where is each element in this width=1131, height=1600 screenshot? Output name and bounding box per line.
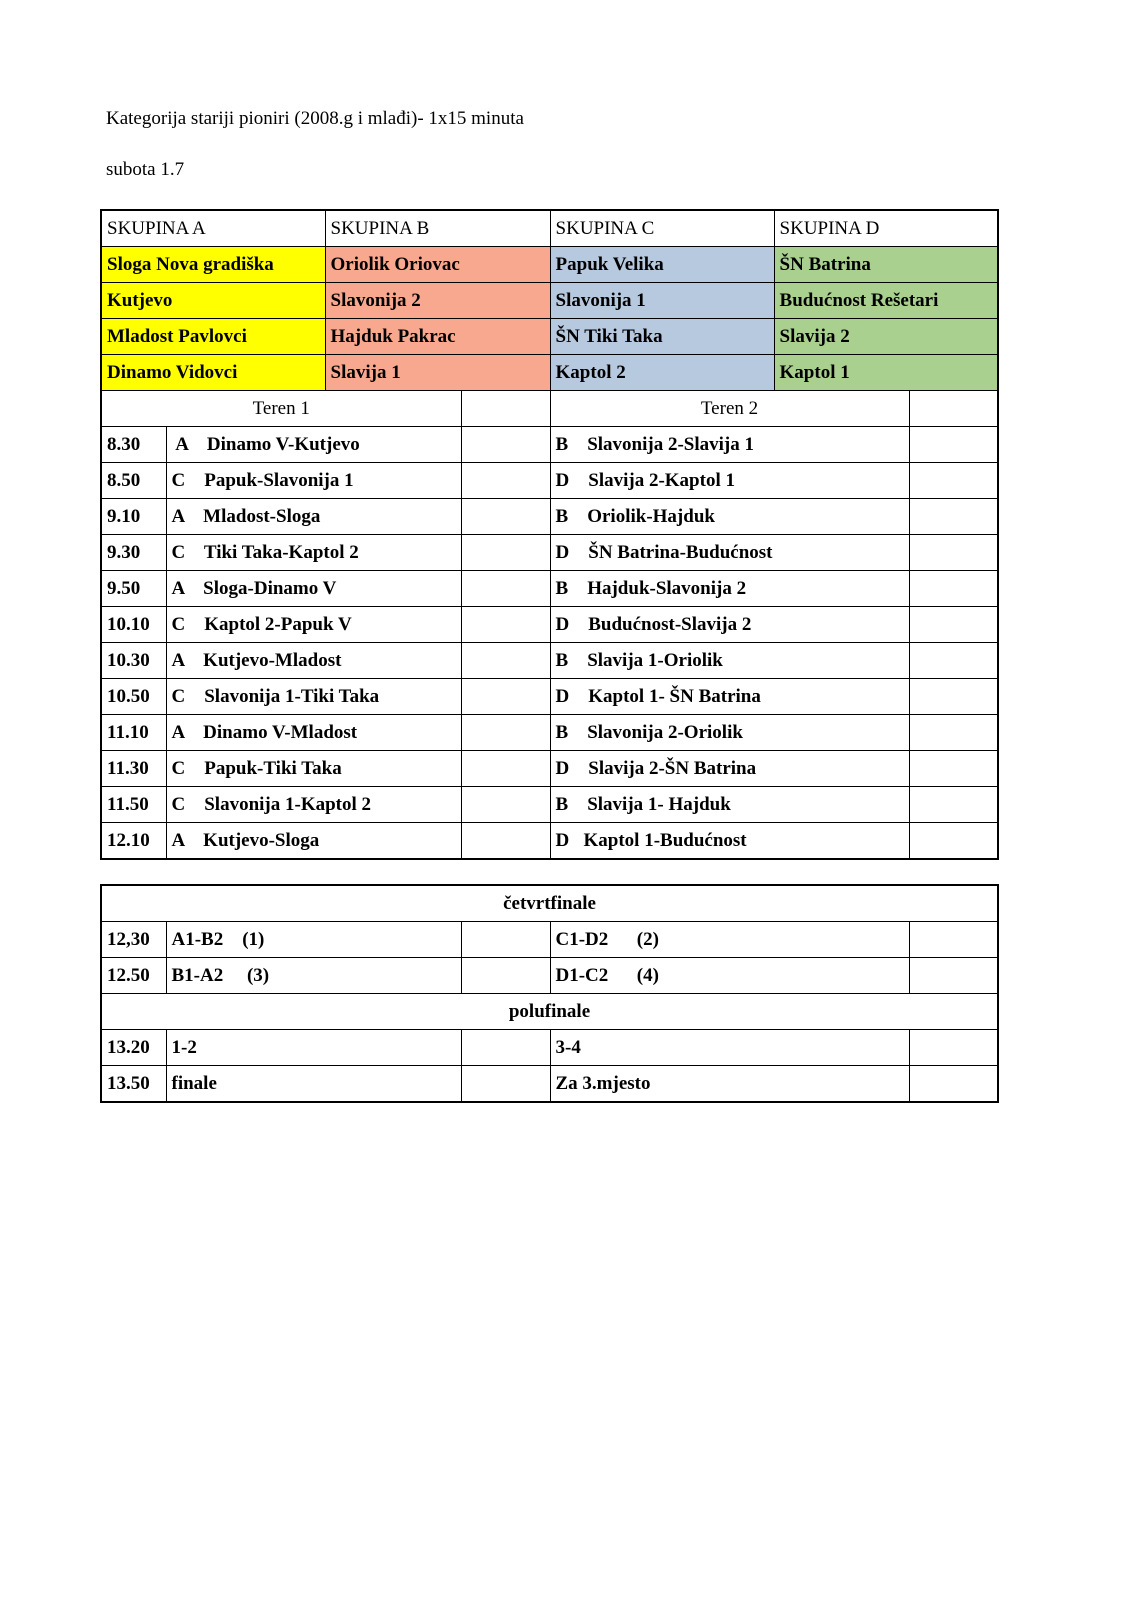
field-1-result-cell bbox=[461, 922, 550, 958]
team-row bbox=[101, 247, 998, 283]
field-2-result-cell bbox=[909, 1030, 998, 1066]
field-1-result-cell bbox=[461, 499, 550, 535]
field-1-match: C Kaptol 2-Papuk V bbox=[166, 607, 461, 643]
team-cell-group-a: Sloga Nova gradiška bbox=[101, 247, 325, 283]
field-2-result-cell bbox=[909, 499, 998, 535]
field-1-match: C Slavonija 1-Tiki Taka bbox=[166, 679, 461, 715]
field-1-match: C Papuk-Slavonija 1 bbox=[166, 463, 461, 499]
field-2-match: D1-C2 (4) bbox=[550, 958, 909, 994]
match-time: 11.30 bbox=[101, 751, 166, 787]
match-row bbox=[101, 571, 998, 607]
field-2-result-cell bbox=[909, 679, 998, 715]
team-cell-group-d: Slavija 2 bbox=[774, 319, 998, 355]
field-2-match: C1-D2 (2) bbox=[550, 922, 909, 958]
field-2-match: D Slavija 2-ŠN Batrina bbox=[550, 751, 909, 787]
field-2-match: B Slavonija 2-Slavija 1 bbox=[550, 427, 909, 463]
team-cell-group-b: Slavija 1 bbox=[325, 355, 550, 391]
field-2-match: 3-4 bbox=[550, 1030, 909, 1066]
team-cell-group-c: Papuk Velika bbox=[550, 247, 774, 283]
final-row bbox=[101, 1030, 998, 1066]
team-cell-group-b: Slavonija 2 bbox=[325, 283, 550, 319]
team-cell-group-b: Oriolik Oriovac bbox=[325, 247, 550, 283]
match-time: 8.30 bbox=[101, 427, 166, 463]
group-c-header: SKUPINA C bbox=[550, 210, 774, 247]
quarterfinal-label: četvrtfinale bbox=[101, 885, 998, 922]
match-row bbox=[101, 787, 998, 823]
match-row bbox=[101, 427, 998, 463]
field-1-match: B1-A2 (3) bbox=[166, 958, 461, 994]
field-2-match: B Hajduk-Slavonija 2 bbox=[550, 571, 909, 607]
field-2-result-cell bbox=[909, 823, 998, 860]
group-a-header: SKUPINA A bbox=[101, 210, 325, 247]
group-schedule-table bbox=[100, 209, 999, 860]
team-cell-group-d: ŠN Batrina bbox=[774, 247, 998, 283]
team-cell-group-a: Kutjevo bbox=[101, 283, 325, 319]
field-2-result-cell bbox=[909, 391, 998, 427]
match-row bbox=[101, 499, 998, 535]
match-time: 12.50 bbox=[101, 958, 166, 994]
quarterfinal-row bbox=[101, 922, 998, 958]
field-2-match: D Kaptol 1-Budućnost bbox=[550, 823, 909, 860]
team-cell-group-d: Budućnost Rešetari bbox=[774, 283, 998, 319]
semifinal-header-row bbox=[101, 994, 998, 1030]
team-cell-group-b: Hajduk Pakrac bbox=[325, 319, 550, 355]
match-row bbox=[101, 463, 998, 499]
field-2-result-cell bbox=[909, 643, 998, 679]
team-cell-group-d: Kaptol 1 bbox=[774, 355, 998, 391]
team-cell-group-c: Kaptol 2 bbox=[550, 355, 774, 391]
match-row bbox=[101, 715, 998, 751]
field-1-result-cell bbox=[461, 787, 550, 823]
quarterfinal-header-row bbox=[101, 885, 998, 922]
team-cell-group-a: Dinamo Vidovci bbox=[101, 355, 325, 391]
field-1-match: C Slavonija 1-Kaptol 2 bbox=[166, 787, 461, 823]
final-row bbox=[101, 1066, 998, 1103]
match-time: 10.10 bbox=[101, 607, 166, 643]
match-row bbox=[101, 535, 998, 571]
field-2-match: D Slavija 2-Kaptol 1 bbox=[550, 463, 909, 499]
field-2-result-cell bbox=[909, 787, 998, 823]
field-1-match: A Dinamo V-Mladost bbox=[166, 715, 461, 751]
match-time: 11.50 bbox=[101, 787, 166, 823]
field-1-result-cell bbox=[461, 391, 550, 427]
field-1-match: C Tiki Taka-Kaptol 2 bbox=[166, 535, 461, 571]
group-header-row bbox=[101, 210, 998, 247]
field-1-match: C Papuk-Tiki Taka bbox=[166, 751, 461, 787]
field-1-result-cell bbox=[461, 427, 550, 463]
field-1-match: 1-2 bbox=[166, 1030, 461, 1066]
field-header-row bbox=[101, 391, 998, 427]
field-1-match: A1-B2 (1) bbox=[166, 922, 461, 958]
field-2-match: B Oriolik-Hajduk bbox=[550, 499, 909, 535]
field-2-match: B Slavija 1-Oriolik bbox=[550, 643, 909, 679]
field-2-match: D ŠN Batrina-Budućnost bbox=[550, 535, 909, 571]
field-1-match: A Mladost-Sloga bbox=[166, 499, 461, 535]
document-title: Kategorija stariji pioniri (2008.g i mlađi)- 1x15 minuta bbox=[106, 108, 524, 129]
quarterfinal-row bbox=[101, 958, 998, 994]
field-2-result-cell bbox=[909, 427, 998, 463]
field-1-result-cell bbox=[461, 607, 550, 643]
match-time: 11.10 bbox=[101, 715, 166, 751]
field-2-match: B Slavonija 2-Oriolik bbox=[550, 715, 909, 751]
field-2-result-cell bbox=[909, 715, 998, 751]
match-row bbox=[101, 643, 998, 679]
field-1-result-cell bbox=[461, 823, 550, 860]
team-row bbox=[101, 283, 998, 319]
field-1-result-cell bbox=[461, 958, 550, 994]
field-2-match: D Kaptol 1- ŠN Batrina bbox=[550, 679, 909, 715]
field-1-result-cell bbox=[461, 679, 550, 715]
team-row bbox=[101, 355, 998, 391]
field-1-match: A Kutjevo-Sloga bbox=[166, 823, 461, 860]
field-2-result-cell bbox=[909, 535, 998, 571]
group-d-header: SKUPINA D bbox=[774, 210, 998, 247]
field-1-header: Teren 1 bbox=[101, 391, 461, 427]
field-1-match: A Kutjevo-Mladost bbox=[166, 643, 461, 679]
match-time: 12,30 bbox=[101, 922, 166, 958]
field-2-result-cell bbox=[909, 958, 998, 994]
field-2-header: Teren 2 bbox=[550, 391, 909, 427]
field-2-match: B Slavija 1- Hajduk bbox=[550, 787, 909, 823]
field-1-result-cell bbox=[461, 463, 550, 499]
knockout-table bbox=[100, 884, 999, 1103]
field-1-result-cell bbox=[461, 535, 550, 571]
field-1-result-cell bbox=[461, 715, 550, 751]
field-1-result-cell bbox=[461, 571, 550, 607]
field-2-match: Za 3.mjesto bbox=[550, 1066, 909, 1103]
team-row bbox=[101, 319, 998, 355]
group-b-header: SKUPINA B bbox=[325, 210, 550, 247]
field-1-result-cell bbox=[461, 1030, 550, 1066]
team-cell-group-c: Slavonija 1 bbox=[550, 283, 774, 319]
field-2-result-cell bbox=[909, 922, 998, 958]
field-2-result-cell bbox=[909, 1066, 998, 1103]
match-row bbox=[101, 679, 998, 715]
match-time: 12.10 bbox=[101, 823, 166, 860]
field-2-result-cell bbox=[909, 571, 998, 607]
field-1-result-cell bbox=[461, 751, 550, 787]
field-2-result-cell bbox=[909, 607, 998, 643]
match-time: 13.20 bbox=[101, 1030, 166, 1066]
team-cell-group-a: Mladost Pavlovci bbox=[101, 319, 325, 355]
field-2-result-cell bbox=[909, 751, 998, 787]
match-row bbox=[101, 823, 998, 860]
field-1-match: A Sloga-Dinamo V bbox=[166, 571, 461, 607]
match-row bbox=[101, 751, 998, 787]
match-row bbox=[101, 607, 998, 643]
match-time: 9.10 bbox=[101, 499, 166, 535]
match-time: 10.50 bbox=[101, 679, 166, 715]
field-1-match: A Dinamo V-Kutjevo bbox=[166, 427, 461, 463]
team-cell-group-c: ŠN Tiki Taka bbox=[550, 319, 774, 355]
field-1-match: finale bbox=[166, 1066, 461, 1103]
match-time: 10.30 bbox=[101, 643, 166, 679]
document-date: subota 1.7 bbox=[106, 159, 185, 180]
field-2-result-cell bbox=[909, 463, 998, 499]
match-time: 9.30 bbox=[101, 535, 166, 571]
match-time: 9.50 bbox=[101, 571, 166, 607]
field-1-result-cell bbox=[461, 643, 550, 679]
field-1-result-cell bbox=[461, 1066, 550, 1103]
field-2-match: D Budućnost-Slavija 2 bbox=[550, 607, 909, 643]
semifinal-label: polufinale bbox=[101, 994, 998, 1030]
match-time: 13.50 bbox=[101, 1066, 166, 1103]
match-time: 8.50 bbox=[101, 463, 166, 499]
